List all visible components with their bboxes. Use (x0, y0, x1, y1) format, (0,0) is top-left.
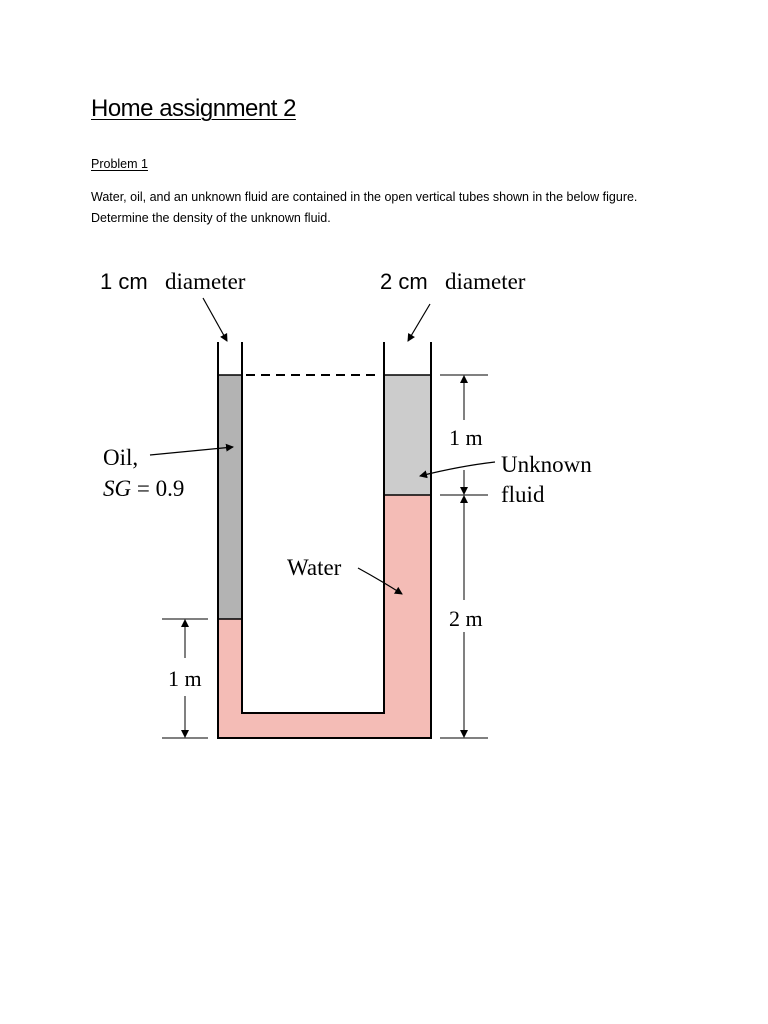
dim-water-left-height-label: 1 m (168, 666, 202, 691)
water-region (218, 495, 431, 738)
left-diameter-arrow (203, 298, 227, 341)
page-title: Home assignment 2 (91, 95, 296, 122)
oil-sg-symbol: SG (103, 476, 132, 501)
water-label: Water (287, 555, 342, 580)
left-diameter-number: 1 cm (100, 269, 148, 294)
unknown-label-line1: Unknown (501, 452, 592, 477)
dim-unknown-height-label: 1 m (449, 425, 483, 450)
right-diameter-arrow (408, 304, 430, 341)
unknown-fluid-column (384, 375, 431, 495)
oil-column (218, 375, 242, 619)
right-diameter-number: 2 cm (380, 269, 428, 294)
oil-label: Oil, (103, 445, 139, 470)
u-tube-inner-wall (242, 342, 384, 713)
unknown-label-line2: fluid (501, 482, 545, 507)
oil-sg-value: = 0.9 (131, 476, 185, 501)
problem-text: Water, oil, and an unknown fluid are contained in the open vertical tubes shown in the below figure. Determine the density of the unknown fluid. (91, 190, 638, 225)
problem-label: Problem 1 (91, 157, 148, 171)
right-diameter-word: diameter (445, 269, 526, 294)
oil-sg-label (103, 476, 184, 501)
dim-water-right-height-label: 2 m (449, 606, 483, 631)
left-diameter-word: diameter (165, 269, 246, 294)
